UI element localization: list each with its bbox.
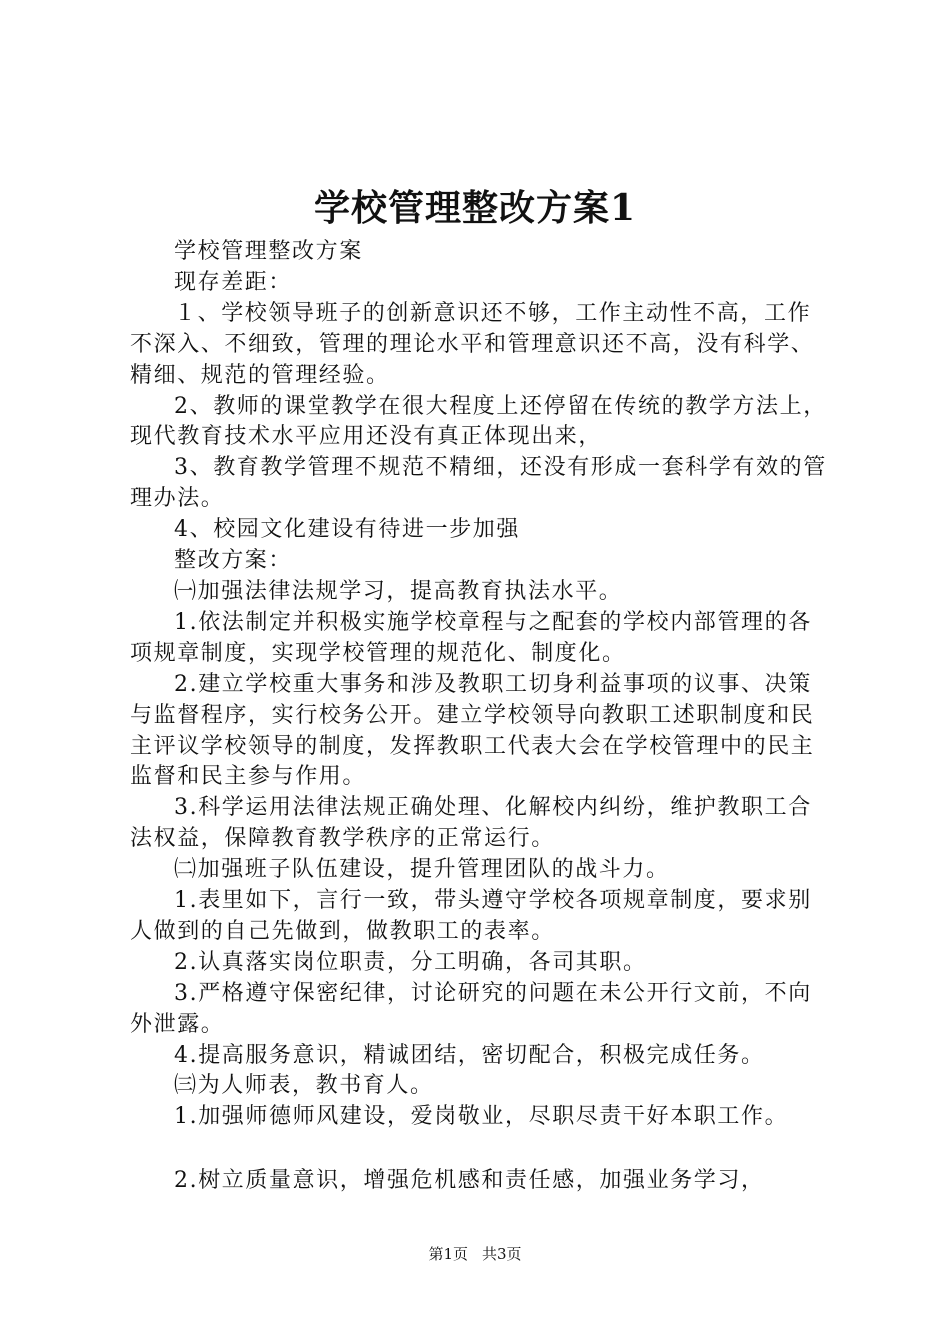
paragraph: 3.严格遵守保密纪律，讨论研究的问题在未公开行文前，不向外泄露。 bbox=[130, 980, 812, 1037]
paragraph: ㈢为人师表，教书育人。 bbox=[174, 1073, 434, 1099]
page-footer bbox=[0, 1243, 950, 1265]
paragraph: 3、教育教学管理不规范不精细，还没有形成一套科学有效的管理办法。 bbox=[130, 455, 827, 512]
paragraph: ㈠加强法律法规学习，提高教育执法水平。 bbox=[174, 578, 623, 604]
paragraph: 1.表里如下，言行一致，带头遵守学校各项规章制度，要求别人做到的自己先做到，做教职工的表率。 bbox=[130, 888, 812, 944]
page-total: 共3页 bbox=[482, 1245, 522, 1263]
paragraph: 1.加强师德师风建设，爱岗敬业，尽职尽责干好本职工作。 bbox=[174, 1104, 789, 1130]
paragraph: 学校管理整改方案 bbox=[174, 239, 363, 264]
document-body bbox=[130, 237, 832, 1197]
page-number: 第1页 bbox=[428, 1245, 468, 1263]
document-title: 学校管理整改方案1 bbox=[313, 187, 637, 229]
paragraph: 2.建立学校重大事务和涉及教职工切身利益事项的议事、决策与监督程序，实行校务公开。建立学校领导向教职工述职制度和民主评议学校领导的制度，发挥教职工代表大会在学校管理中的民主监督和民主参与作用。 bbox=[130, 671, 815, 790]
paragraph: １、学校领导班子的创新意识还不够，工作主动性不高，工作不深入、不细致，管理的理论水平和管理意识还不高，没有科学、精细、规范的管理经验。 bbox=[130, 300, 815, 388]
paragraph: ㈡加强班子队伍建设，提升管理团队的战斗力。 bbox=[174, 857, 670, 883]
paragraph: 2.树立质量意识，增强危机感和责任感，加强业务学习， bbox=[174, 1168, 765, 1194]
paragraph: 现存差距： bbox=[174, 269, 293, 295]
paragraph: 1.依法制定并积极实施学校章程与之配套的学校内部管理的各项规章制度，实现学校管理的规范化、制度化。 bbox=[130, 609, 812, 666]
paragraph: 2、教师的课堂教学在很大程度上还停留在传统的教学方法上，现代教育技术水平应用还没有真正体现出来， bbox=[130, 393, 827, 450]
paragraph: 4、校园文化建设有待进一步加强 bbox=[174, 517, 520, 543]
paragraph: 2.认真落实岗位职责，分工明确，各司其职。 bbox=[174, 949, 647, 975]
paragraph: 整改方案： bbox=[174, 548, 293, 574]
paragraph: 3.科学运用法律法规正确处理、化解校内纠纷，维护教职工合法权益，保障教育教学秩序的正常运行。 bbox=[130, 795, 812, 852]
paragraph: 4.提高服务意识，精诚团结，密切配合，积极完成任务。 bbox=[174, 1042, 765, 1068]
